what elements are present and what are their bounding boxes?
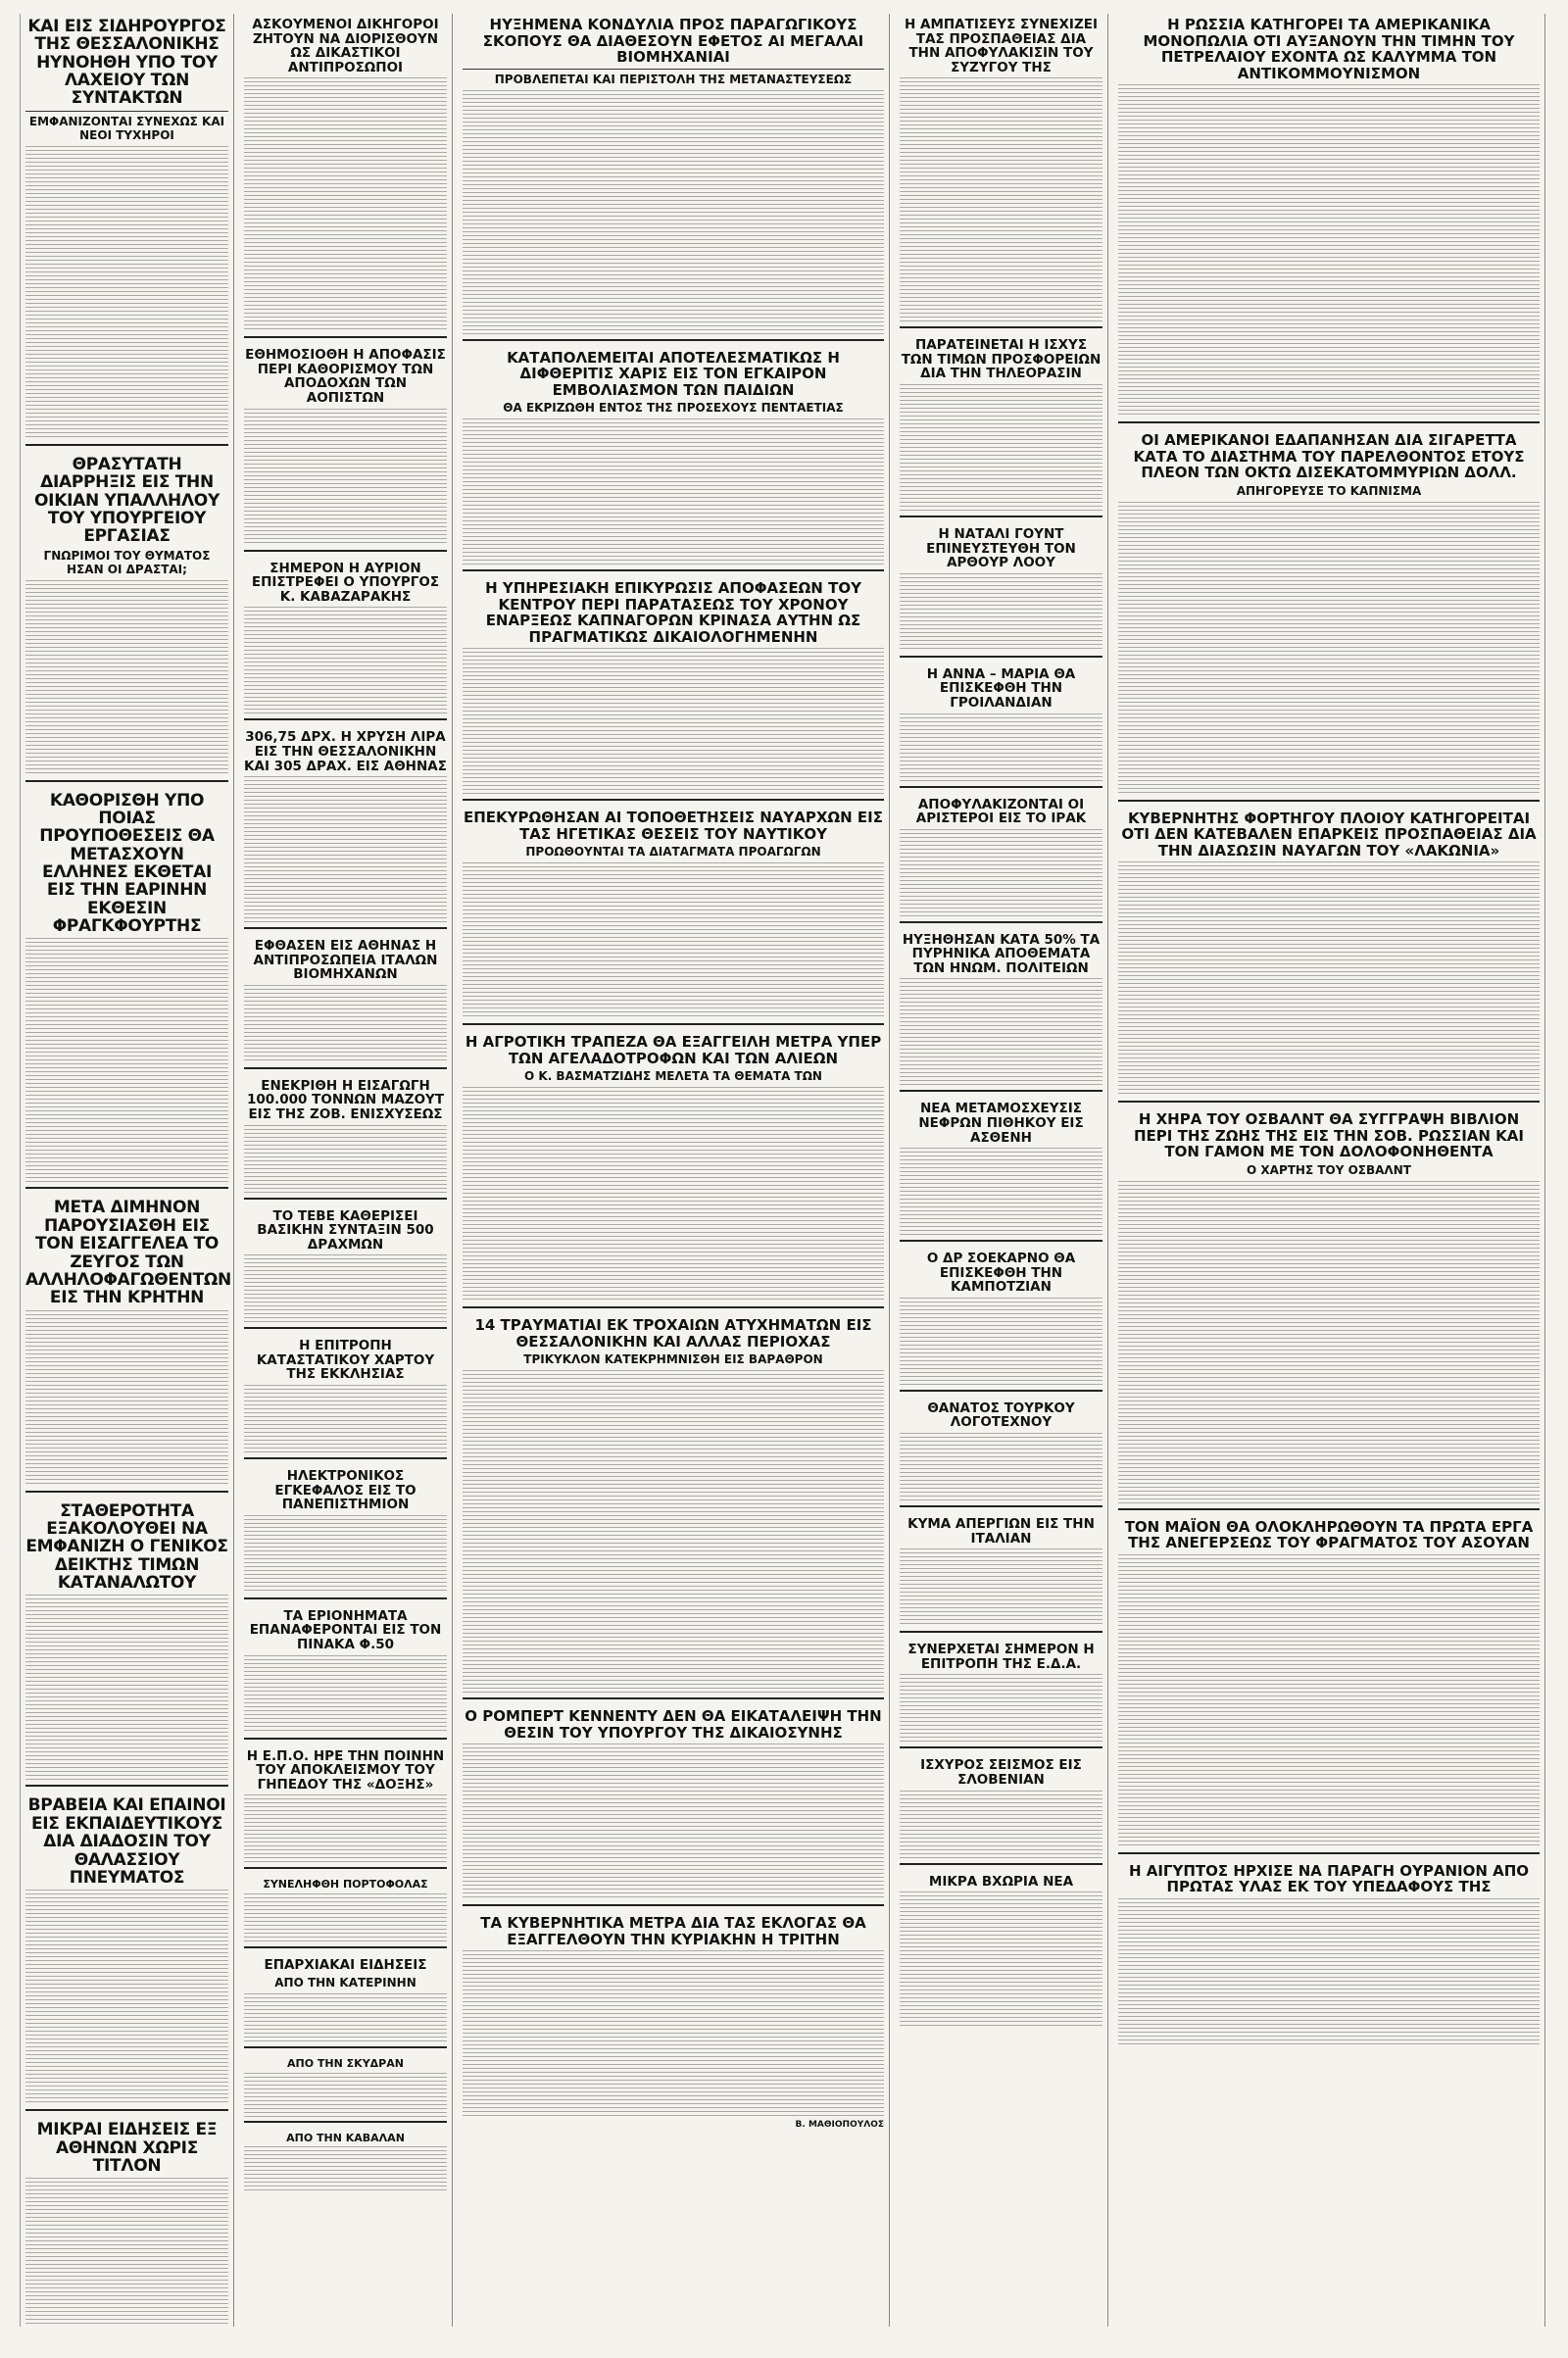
headline: ΑΠΟ ΤΗΝ ΚΑΒΑΛΑΝ [286,2131,405,2144]
story [25,452,228,782]
headline: ΝΕΑ ΜΕΤΑΜΟΣΧΕΥΣΙΣ ΝΕΦΡΩΝ ΠΙΘΗΚΟΥ ΕΙΣ ΑΣΘΕΝΗ [918,1101,1084,1146]
story [25,788,228,1190]
subheadline: Ο Κ. ΒΑΣΜΑΤΖΙΔΗΣ ΜΕΛΕΤΑ ΤΑ ΘΕΜΑΤΑ ΤΩΝ [524,1069,822,1083]
article-body [244,985,447,1063]
article-body [25,1310,228,1487]
headline: ΠΑΡΑΤΕΙΝΕΤΑΙ Η ΙΣΧΥΣ ΤΩΝ ΤΙΜΩΝ ΠΡΟΣΦΟΡΕΙΩΝ ΔΙΑ ΤΗΝ ΤΗΛΕΟΡΑΣΙΝ [901,337,1102,382]
headline: Η ΧΗΡΑ ΤΟΥ ΟΣΒΑΛΝΤ ΘΑ ΣΥΓΓΡΑΨΗ ΒΙΒΛΙΟΝ ΠΕΡΙ ΤΗΣ ΖΩΗΣ ΤΗΣ ΕΙΣ ΤΗΝ ΣΟΒ. ΡΩΣΣΙΑΝ ΚΑΙ ΤΟΝ ΓΑΜΟΝ ΜΕ ΤΟΝ ΔΟΛΟΦΟΝΗΘΕΝΤΑ [1134,1110,1524,1160]
article-body [25,2178,228,2327]
article-body [900,77,1102,322]
story [244,1875,447,1948]
story [900,14,1102,328]
subheadline: ΠΡΟΩΘΟΥΝΤΑΙ ΤΑ ΔΙΑΤΑΓΜΑΤΑ ΠΡΟΑΓΩΓΩΝ [525,845,821,859]
headline: Η ΑΝΝΑ – ΜΑΡΙΑ ΘΑ ΕΠΙΣΚΕΦΘΗ ΤΗΝ ΓΡΟΙΛΑΝΔΙΑΝ [926,665,1076,711]
story [1118,808,1540,1104]
story [900,1871,1102,2034]
story [25,14,228,446]
article-body [900,573,1102,652]
headline: ΘΡΑΣΥΤΑΤΗ ΔΙΑΡΡΗΞΙΣ ΕΙΣ ΤΗΝ ΟΙΚΙΑΝ ΥΠΑΛΛΗΛΟΥ ΤΟΥ ΥΠΟΥΡΓΕΙΟΥ ΕΡΓΑΣΙΑΣ [34,454,220,547]
article-body [244,1993,447,2042]
article-body [244,1515,447,1594]
story [900,1513,1102,1633]
article-body [244,2073,447,2117]
column-2 [239,14,453,2327]
article-body [244,1254,447,1323]
headline: ΤΑ ΚΥΒΕΡΝΗΤΙΚΑ ΜΕΤΡΑ ΔΙΑ ΤΑΣ ΕΚΛΟΓΑΣ ΘΑ ΕΞΑΓΓΕΛΘΟΥΝ ΤΗΝ ΚΥΡΙΑΚΗΝ Η ΤΡΙΤΗΝ [480,1914,866,1948]
story [244,1465,447,1599]
story [900,794,1102,923]
headline: Η ΕΠΙΤΡΟΠΗ ΚΑΤΑΣΤΑΤΙΚΟΥ ΧΑΡΤΟΥ ΤΗΣ ΕΚΚΛΗΣΙΑΣ [256,1338,435,1383]
story [900,663,1102,788]
story [463,1912,884,2134]
article-body [463,1950,884,2117]
article-body [463,1370,884,1694]
story [25,1498,228,1788]
subheadline: ΘΑ ΕΚΡΙΖΩΘΗ ΕΝΤΟΣ ΤΗΣ ΠΡΟΣΕΧΟΥΣ ΠΕΝΤΑΕΤΙΑΣ [503,401,844,415]
story [244,344,447,551]
subheadline: ΠΡΟΒΛΕΠΕΤΑΙ ΚΑΙ ΠΕΡΙΣΤΟΛΗ ΤΗΣ ΜΕΤΑΝΑΣΤΕΥΣΕΩΣ [494,72,853,86]
headline: ΜΙΚΡΑ ΒΧΩΡΙΑ ΝΕΑ [928,1873,1074,1890]
story [900,1248,1102,1392]
article-body [900,978,1102,1086]
article-body [25,938,228,1183]
story [1118,14,1540,423]
story [244,1954,447,2048]
headline: ΗΥΞΗΜΕΝΑ ΚΟΝΔΥΛΙΑ ΠΡΟΣ ΠΑΡΑΓΩΓΙΚΟΥΣ ΣΚΟΠΟΥΣ ΘΑ ΔΙΑΘΕΣΟΥΝ ΕΦΕΤΟΣ ΑΙ ΜΕΓΑΛΑΙ ΒΙΟΜΗΧΑΝΙΑΙ [482,16,864,66]
column-6-7 [1113,14,1545,2327]
article-body [900,1791,1102,1859]
headline: ΟΙ ΑΜΕΡΙΚΑΝΟΙ ΕΔΑΠΑΝΗΣΑΝ ΔΙΑ ΣΙΓΑΡΕΤΤΑ ΚΑΤΑ ΤΟ ΔΙΑΣΤΗΜΑ ΤΟΥ ΠΑΡΕΛΘΟΝΤΟΣ ΕΤΟΥΣ ΠΛΕΟΝ ΤΩΝ ΟΚΤΩ ΔΙΣΕΚΑΤΟΜΜΥΡΙΩΝ ΔΟΛΛ. [1133,431,1525,481]
story [1118,1516,1540,1854]
newspaper-page [20,14,1549,2327]
signature: Β. ΜΑΘΙΟΠΟΥΛΟΣ [795,2120,884,2130]
headline: Η ΡΩΣΣΙΑ ΚΑΤΗΓΟΡΕΙ ΤΑ ΑΜΕΡΙΚΑΝΙΚΑ ΜΟΝΟΠΩΛΙΑ ΟΤΙ ΑΥΞΑΝΟΥΝ ΤΗΝ ΤΙΜΗΝ ΤΟΥ ΠΕΤΡΕΛΑΙΟΥ ΕΧΟΝΤΑ ΩΣ ΚΑΛΥΜΜΑ ΤΟΝ ΑΝΤΙΚΟΜΜΟΥΝΙΣΜΟΝ [1143,16,1515,82]
article-body [463,90,884,335]
headline: ΚΥΜΑ ΑΠΕΡΓΙΩΝ ΕΙΣ ΤΗΝ ΙΤΑΛΙΑΝ [907,1516,1095,1547]
story [244,1605,447,1740]
headline: ΚΑΘΟΡΙΣΘΗ ΥΠΟ ΠΟΙΑΣ ΠΡΟΥΠΟΘΕΣΕΙΣ ΘΑ ΜΕΤΑΣΧΟΥΝ ΕΛΛΗΝΕΣ ΕΚΘΕΤΑΙ ΕΙΣ ΤΗΝ ΕΑΡΙΝΗΝ ΕΚΘΕΣΙΝ ΦΡΑΓΚΦΟΥΡΤΗΣ [39,790,215,937]
headline: ΑΠΟ ΤΗΝ ΣΚΥΔΡΑΝ [287,2056,404,2070]
column-3-4 [458,14,890,2327]
article-body [900,829,1102,917]
story [463,1314,884,1699]
article-body [463,862,884,1019]
headline: ΚΑΤΑΠΟΛΕΜΕΙΤΑΙ ΑΠΟΤΕΛΕΣΜΑΤΙΚΩΣ Η ΔΙΦΘΕΡΙΤΙΣ ΧΑΡΙΣ ΕΙΣ ΤΟΝ ΕΓΚΑΙΡΟΝ ΕΜΒΟΛΙΑΣΜΟΝ ΤΩΝ ΠΑΙΔΙΩΝ [507,348,840,399]
headline: 306,75 ΔΡΧ. Η ΧΡΥΣΗ ΛΙΡΑ ΕΙΣ ΤΗΝ ΘΕΣΣΑΛΟΝΙΚΗΝ ΚΑΙ 305 ΔΡΑΧ. ΕΙΣ ΑΘΗΝΑΣ [244,729,447,774]
story [1118,429,1540,802]
headline: ΗΥΞΗΘΗΣΑΝ ΚΑΤΑ 50% ΤΑ ΠΥΡΗΝΙΚΑ ΑΠΟΘΕΜΑΤΑ ΤΩΝ ΗΝΩΜ. ΠΟΛΙΤΕΙΩΝ [902,931,1101,976]
article-body [1118,1181,1540,1504]
headline: ΕΦΘΑΣΕΝ ΕΙΣ ΑΘΗΝΑΣ Η ΑΝΤΙΠΡΟΣΩΠΕΙΑ ΙΤΑΛΩΝ ΒΙΟΜΗΧΑΝΩΝ [253,938,438,983]
headline: Ο ΔΡ ΣΟΕΚΑΡΝΟ ΘΑ ΕΠΙΣΚΕΦΘΗ ΤΗΝ ΚΑΜΠΟΤΖΙΑΝ [926,1251,1076,1296]
headline: ΑΠΟΦΥΛΑΚΙΖΟΝΤΑΙ ΟΙ ΑΡΙΣΤΕΡΟΙ ΕΙΣ ΤΟ ΙΡΑΚ [915,796,1087,827]
article-body [463,1087,884,1302]
headline: Η ΑΜΠΑΤΙΣΕΥΣ ΣΥΝΕΧΙΖΕΙ ΤΑΣ ΠΡΟΣΠΑΘΕΙΑΣ ΔΙΑ ΤΗΝ ΑΠΟΦΥΛΑΚΙΣΙΝ ΤΟΥ ΣΥΖΥΓΟΥ ΤΗΣ [905,17,1098,75]
headline: ΜΕΤΑ ΔΙΜΗΝΟΝ ΠΑΡΟΥΣΙΑΣΘΗ ΕΙΣ ΤΟΝ ΕΙΣΑΓΓΕΛΕΑ ΤΟ ΖΕΥΓΟΣ ΤΩΝ ΑΛΛΗΛΟΦΑΓΩΘΕΝΤΩΝ ΕΙΣ ΤΗΝ ΚΡΗΤΗΝ [25,1198,231,1308]
story [244,558,447,721]
article-body [244,1655,447,1734]
article-body [244,1893,447,1942]
article-body [1118,861,1540,1097]
article-body [900,1433,1102,1501]
story [244,14,447,338]
article-body [1118,502,1540,796]
article-body [1118,1554,1540,1848]
headline: Η ΝΑΤΑΛΙ ΓΟΥΝΤ ΕΠΙΝΕΥΣΤΕΥΘΗ ΤΟΝ ΑΡΘΟΥΡ ΛΟΟΥ [926,526,1076,571]
headline: ΤΟ ΤΕΒΕ ΚΑΘΕΡΙΣΕΙ ΒΑΣΙΚΗΝ ΣΥΝΤΑΞΙΝ 500 ΔΡΑΧΜΩΝ [257,1207,434,1253]
story [1118,1108,1540,1510]
headline: ΑΣΚΟΥΜΕΝΟΙ ΔΙΚΗΓΟΡΟΙ ΖΗΤΟΥΝ ΝΑ ΔΙΟΡΙΣΘΟΥΝ ΩΣ ΔΙΚΑΣΤΙΚΟΙ ΑΝΤΙΠΡΟΣΩΠΟΙ [252,17,439,75]
story [244,1205,447,1330]
headline: ΣΤΑΘΕΡΟΤΗΤΑ ΕΞΑΚΟΛΟΥΘΕΙ ΝΑ ΕΜΦΑΝΙΖΗ Ο ΓΕΝΙΚΟΣ ΔΕΙΚΤΗΣ ΤΙΜΩΝ ΚΑΤΑΝΑΛΩΤΟΥ [25,1500,228,1594]
story [900,334,1102,517]
article-body [244,2146,447,2190]
headline: ΕΠΕΚΥΡΩΘΗΣΑΝ ΑΙ ΤΟΠΟΘΕΤΗΣΕΙΣ ΝΑΥΑΡΧΩΝ ΕΙΣ ΤΑΣ ΗΓΕΤΙΚΑΣ ΘΕΣΕΙΣ ΤΟΥ ΝΑΥΤΙΚΟΥ [463,809,884,843]
headline: ΗΛΕΚΤΡΟΝΙΚΟΣ ΕΓΚΕΦΑΛΟΣ ΕΙΣ ΤΟ ΠΑΝΕΠΙΣΤΗΜΙΟΝ [274,1468,416,1513]
article-body [25,1595,228,1781]
article-body [900,1148,1102,1236]
article-body [1118,84,1540,418]
article-body [25,146,228,440]
article-body [463,1744,884,1900]
story [25,1195,231,1492]
headline: ΙΣΧΥΡΟΣ ΣΕΙΣΜΟΣ ΕΙΣ ΣΛΟΒΕΝΙΑΝ [920,1757,1082,1788]
headline: Η Ε.Π.Ο. ΗΡΕ ΤΗΝ ΠΟΙΝΗΝ ΤΟΥ ΑΠΟΚΛΕΙΣΜΟΥ ΤΟΥ ΓΗΠΕΔΟΥ ΤΗΣ «ΔΟΞΗΣ» [246,1747,445,1793]
headline: Η ΑΓΡΟΤΙΚΗ ΤΡΑΠΕΖΑ ΘΑ ΕΞΑΓΓΕΙΛΗ ΜΕΤΡΑ ΥΠΕΡ ΤΩΝ ΑΓΕΛΑΔΟΤΡΟΦΩΝ ΚΑΙ ΤΩΝ ΑΛΙΕΩΝ [465,1033,882,1067]
story [463,14,884,341]
article-body [900,1674,1102,1743]
story [25,1793,228,2111]
story [244,1075,447,1200]
article-body [900,1298,1102,1386]
divider [463,69,884,70]
headline: 14 ΤΡΑΥΜΑΤΙΑΙ ΕΚ ΤΡΟΧΑΙΩΝ ΑΤΥΧΗΜΑΤΩΝ ΕΙΣ ΘΕΣΣΑΛΟΝΙΚΗΝ ΚΑΙ ΑΛΛΑΣ ΠΕΡΙΟΧΑΣ [474,1316,872,1351]
article-body [900,1891,1102,2029]
divider [25,111,228,112]
headline: ΣΥΝΕΛΗΦΘΗ ΠΟΡΤΟΦΟΛΑΣ [263,1878,428,1891]
column-1 [21,14,234,2327]
article-body [900,384,1102,512]
column-5 [895,14,1108,2327]
story [463,577,884,801]
article-body [244,77,447,332]
story [900,1754,1102,1864]
article-body [25,580,228,776]
story [244,1745,447,1870]
story [244,935,447,1069]
headline: ΚΑΙ ΕΙΣ ΣΙΔΗΡΟΥΡΓΟΣ ΤΗΣ ΘΕΣΣΑΛΟΝΙΚΗΣ ΗΥΝΟΗΘΗ ΥΠΟ ΤΟΥ ΛΑΧΕΙΟΥ ΤΩΝ ΣΥΝΤΑΚΤΩΝ [27,17,226,109]
article-body [900,1548,1102,1627]
headline: ΘΑΝΑΤΟΣ ΤΟΥΡΚΟΥ ΛΟΓΟΤΕΧΝΟΥ [927,1400,1075,1431]
story [1118,1860,1540,2049]
article-body [244,1125,447,1194]
story [900,1098,1102,1242]
story [463,807,884,1025]
story [900,1398,1102,1507]
article-body [25,1890,228,2105]
article-body [244,607,447,714]
article-body [463,418,884,565]
story [900,1639,1102,1748]
article-body [244,1794,447,1863]
article-body [244,409,447,546]
story [900,929,1102,1093]
headline: Ο ΡΟΜΠΕΡΤ ΚΕΝΝΕΝΤΥ ΔΕΝ ΘΑ ΕΙΚΑΤΑΛΕΙΨΗ ΤΗΝ ΘΕΣΙΝ ΤΟΥ ΥΠΟΥΡΓΟΥ ΤΗΣ ΔΙΚΑΙΟΣΥΝΗΣ [465,1707,882,1742]
story [244,2054,447,2123]
article-body [244,1385,447,1453]
subheadline: ΤΡΙΚΥΚΛΟΝ ΚΑΤΕΚΡΗΜΝΙΣΘΗ ΕΙΣ ΒΑΡΑΘΡΟΝ [523,1352,823,1366]
headline: ΕΘΗΜΟΣΙΟΘΗ Η ΑΠΟΦΑΣΙΣ ΠΕΡΙ ΚΑΘΟΡΙΣΜΟΥ ΤΩΝ ΑΠΟΔΟΧΩΝ ΤΩΝ ΑΟΠΙΣΤΩΝ [245,347,446,407]
headline: ΤΟΝ ΜΑΪΟΝ ΘΑ ΟΛΟΚΛΗΡΩΘΟΥΝ ΤΑ ΠΡΩΤΑ ΕΡΓΑ ΤΗΣ ΑΝΕΓΕΡΣΕΩΣ ΤΟΥ ΦΡΑΓΜΑΤΟΣ ΤΟΥ ΑΣΟΥΑΝ [1124,1517,1534,1551]
story [244,726,447,929]
headline: Η ΥΠΗΡΕΣΙΑΚΗ ΕΠΙΚΥΡΩΣΙΣ ΑΠΟΦΑΣΕΩΝ ΤΟΥ ΚΕΝΤΡΟΥ ΠΕΡΙ ΠΑΡΑΤΑΣΕΩΣ ΤΟΥ ΧΡΟΝΟΥ ΕΝΑΡΞΕΩΣ ΚΑΠΝΑΓΟΡΩΝ ΚΡΙΝΑΣΑ ΑΥΤΗΝ ΩΣ ΠΡΑΓΜΑΤΙΚΩΣ ΔΙΚΑΙΟΛΟΓΗΜΕΝΗΝ [485,579,861,646]
subheadline: ΓΝΩΡΙΜΟΙ ΤΟΥ ΘΥΜΑΤΟΣ ΗΣΑΝ ΟΙ ΔΡΑΣΤΑΙ; [43,548,211,576]
subheadline: ΕΜΦΑΝΙΖΟΝΤΑΙ ΣΥΝΕΧΩΣ ΚΑΙ ΝΕΟΙ ΤΥΧΗΡΟΙ [28,114,225,142]
headline: ΣΗΜΕΡΟΝ Η ΑΥΡΙΟΝ ΕΠΙΣΤΡΕΦΕΙ Ο ΥΠΟΥΡΓΟΣ Κ. ΚΑΒΑΖΑΡΑΚΗΣ [251,560,440,605]
article-body [900,713,1102,782]
headline: ΚΥΒΕΡΝΗΤΗΣ ΦΟΡΤΗΓΟΥ ΠΛΟΙΟΥ ΚΑΤΗΓΟΡΕΙΤΑΙ ΟΤΙ ΔΕΝ ΚΑΤΕΒΑΛΕΝ ΕΠΑΡΚΕΙΣ ΠΡΟΣΠΑΘΕΙΑΣ ΔΙΑ ΤΗΝ ΔΙΑΣΩΣΙΝ ΝΑΥΑΓΩΝ ΤΟΥ «ΛΑΚΩΝΙΑ» [1121,809,1537,860]
headline: ΒΡΑΒΕΙΑ ΚΑΙ ΕΠΑΙΝΟΙ ΕΙΣ ΕΚΠΑΙΔΕΥΤΙΚΟΥΣ ΔΙΑ ΔΙΑΔΟΣΙΝ ΤΟΥ ΘΑΛΑΣΣΙΟΥ ΠΝΕΥΜΑΤΟΣ [27,1795,226,1888]
article-body [463,648,884,795]
headline: ΕΠΑΡΧΙΑΚΑΙ ΕΙΔΗΣΕΙΣ [264,1957,427,1974]
story [463,1031,884,1308]
story [244,1335,447,1459]
subheadline: ΑΠΟ ΤΗΝ ΚΑΤΕΡΙΝΗΝ [274,1975,416,1990]
story [900,523,1102,658]
headline: ΣΥΝΕΡΧΕΤΑΙ ΣΗΜΕΡΟΝ Η ΕΠΙΤΡΟΠΗ ΤΗΣ Ε.Δ.Α. [907,1642,1095,1672]
story [25,2117,228,2327]
headline: ΕΝΕΚΡΙΘΗ Η ΕΙΣΑΓΩΓΗ 100.000 ΤΟΝΝΩΝ ΜΑΖΟΥΤ ΕΙΣ ΤΗΣ ΖΟΒ. ΕΝΙΣΧΥΣΕΩΣ [246,1077,445,1122]
headline: Η ΑΙΓΥΠΤΟΣ ΗΡΧΙΣΕ ΝΑ ΠΑΡΑΓΗ ΟΥΡΑΝΙΟΝ ΑΠΟ ΠΡΩΤΑΣ ΥΛΑΣ ΕΚ ΤΟΥ ΥΠΕΔΑΦΟΥΣ ΤΗΣ [1128,1861,1530,1895]
article-body [244,776,447,923]
subheadline: Ο ΧΑΡΤΗΣ ΤΟΥ ΟΣΒΑΛΝΤ [1247,1162,1411,1177]
story [244,2129,447,2195]
headline: ΜΙΚΡΑΙ ΕΙΔΗΣΕΙΣ ΕΞ ΑΘΗΝΩΝ ΧΩΡΙΣ ΤΙΤΛΟΝ [36,2120,218,2176]
story [463,1705,884,1906]
article-body [1118,1898,1540,2045]
story [463,347,884,572]
subheadline: ΑΠΗΓΟΡΕΥΣΕ ΤΟ ΚΑΠΝΙΣΜΑ [1236,483,1422,498]
headline: ΤΑ ΕΡΙΟΝΗΜΑΤΑ ΕΠΑΝΑΦΕΡΟΝΤΑΙ ΕΙΣ ΤΟΝ ΠΙΝΑΚΑ Φ.50 [249,1607,442,1652]
